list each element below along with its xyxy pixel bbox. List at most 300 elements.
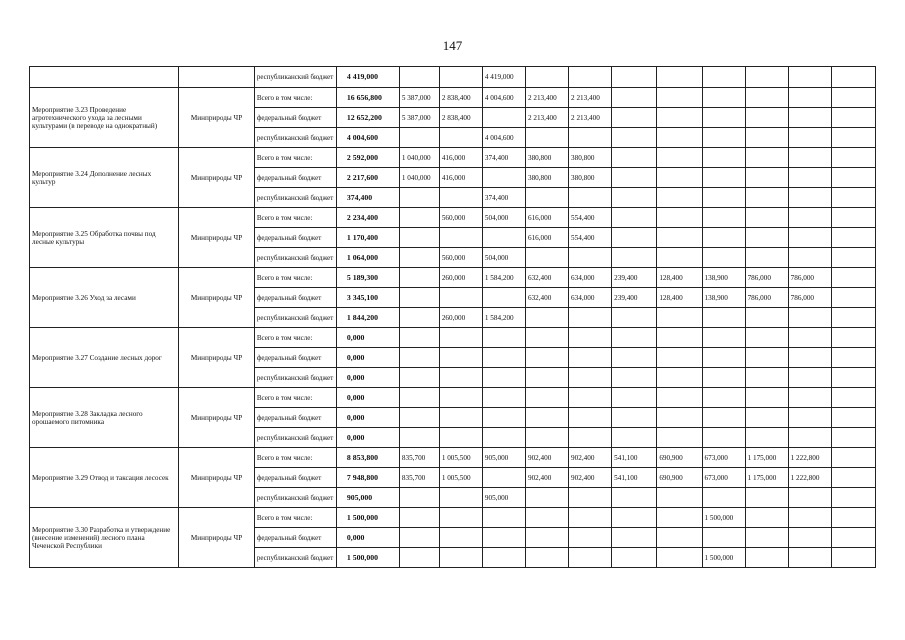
year-amount — [439, 528, 482, 548]
event-name: Мероприятие 3.26 Уход за лесами — [30, 268, 179, 328]
year-amount: 1 500,000 — [702, 548, 745, 568]
year-amount — [612, 528, 657, 548]
year-amount — [745, 388, 788, 408]
year-amount — [482, 428, 525, 448]
year-amount — [831, 448, 875, 468]
total-amount: 1 844,200 — [336, 308, 399, 328]
year-amount — [569, 248, 612, 268]
year-amount — [831, 208, 875, 228]
year-amount: 1 500,000 — [702, 508, 745, 528]
year-amount — [745, 328, 788, 348]
funding-source: республиканский бюджет — [254, 128, 336, 148]
year-amount — [831, 228, 875, 248]
year-amount — [612, 108, 657, 128]
year-amount — [482, 408, 525, 428]
year-amount — [657, 188, 702, 208]
year-amount — [399, 368, 439, 388]
funding-source: Всего в том числе: — [254, 148, 336, 168]
year-amount — [399, 308, 439, 328]
year-amount — [788, 108, 831, 128]
funding-source: республиканский бюджет — [254, 188, 336, 208]
year-amount — [788, 67, 831, 88]
year-amount — [525, 548, 568, 568]
year-amount — [439, 368, 482, 388]
year-amount — [399, 508, 439, 528]
event-name: Мероприятие 3.25 Обработка почвы под лесные культуры — [30, 208, 179, 268]
table-row — [30, 268, 876, 288]
total-amount: 2 234,400 — [336, 208, 399, 228]
year-amount — [745, 248, 788, 268]
year-amount — [788, 88, 831, 108]
year-amount — [702, 408, 745, 428]
year-amount — [525, 408, 568, 428]
year-amount — [788, 128, 831, 148]
funding-source: Всего в том числе: — [254, 448, 336, 468]
year-amount: 673,000 — [702, 448, 745, 468]
total-amount: 2 217,600 — [336, 168, 399, 188]
year-amount: 4 004,600 — [482, 128, 525, 148]
total-amount: 7 948,800 — [336, 468, 399, 488]
year-amount: 786,000 — [788, 268, 831, 288]
total-amount: 374,400 — [336, 188, 399, 208]
year-amount — [831, 108, 875, 128]
year-amount — [831, 468, 875, 488]
year-amount — [399, 208, 439, 228]
year-amount — [657, 388, 702, 408]
event-name: Мероприятие 3.28 Закладка лесного орошаемого питомника — [30, 388, 179, 448]
year-amount: 634,000 — [569, 288, 612, 308]
responsible-org: Минприроды ЧР — [179, 448, 255, 508]
year-amount — [399, 268, 439, 288]
table-row — [30, 508, 876, 528]
year-amount: 128,400 — [657, 288, 702, 308]
year-amount — [482, 348, 525, 368]
year-amount: 5 387,000 — [399, 88, 439, 108]
year-amount — [439, 67, 482, 88]
year-amount — [745, 188, 788, 208]
year-amount — [569, 548, 612, 568]
year-amount — [439, 508, 482, 528]
funding-source: федеральный бюджет — [254, 528, 336, 548]
year-amount — [745, 508, 788, 528]
year-amount — [831, 488, 875, 508]
year-amount — [831, 288, 875, 308]
year-amount: 560,000 — [439, 208, 482, 228]
year-amount: 5 387,000 — [399, 108, 439, 128]
year-amount — [702, 228, 745, 248]
funding-source: федеральный бюджет — [254, 168, 336, 188]
year-amount — [831, 88, 875, 108]
year-amount: 1 040,000 — [399, 168, 439, 188]
year-amount — [612, 368, 657, 388]
total-amount: 2 592,000 — [336, 148, 399, 168]
year-amount — [745, 108, 788, 128]
year-amount — [657, 408, 702, 428]
year-amount — [439, 328, 482, 348]
year-amount — [657, 528, 702, 548]
funding-source: республиканский бюджет — [254, 488, 336, 508]
year-amount — [657, 108, 702, 128]
table-row — [30, 388, 876, 408]
year-amount: 690,900 — [657, 448, 702, 468]
year-amount — [612, 388, 657, 408]
year-amount: 1 005,500 — [439, 468, 482, 488]
year-amount: 380,800 — [569, 148, 612, 168]
year-amount: 554,400 — [569, 228, 612, 248]
year-amount — [831, 368, 875, 388]
total-amount: 0,000 — [336, 368, 399, 388]
year-amount — [525, 308, 568, 328]
table-row — [30, 67, 876, 88]
year-amount — [399, 228, 439, 248]
year-amount — [399, 528, 439, 548]
year-amount — [569, 368, 612, 388]
year-amount — [482, 528, 525, 548]
year-amount: 504,000 — [482, 208, 525, 228]
year-amount: 380,800 — [525, 168, 568, 188]
year-amount — [788, 228, 831, 248]
year-amount — [399, 128, 439, 148]
responsible-org: Минприроды ЧР — [179, 88, 255, 148]
year-amount — [657, 428, 702, 448]
year-amount — [612, 208, 657, 228]
year-amount: 673,000 — [702, 468, 745, 488]
year-amount: 2 213,400 — [569, 108, 612, 128]
total-amount: 0,000 — [336, 528, 399, 548]
year-amount — [569, 528, 612, 548]
year-amount — [399, 548, 439, 568]
year-amount — [702, 108, 745, 128]
year-amount: 1 584,200 — [482, 268, 525, 288]
year-amount — [657, 248, 702, 268]
year-amount: 902,400 — [569, 448, 612, 468]
year-amount — [745, 408, 788, 428]
year-amount — [612, 548, 657, 568]
year-amount — [702, 388, 745, 408]
year-amount — [569, 428, 612, 448]
funding-source: республиканский бюджет — [254, 548, 336, 568]
page-number: 147 — [442, 38, 463, 53]
year-amount — [702, 188, 745, 208]
year-amount: 2 838,400 — [439, 108, 482, 128]
year-amount — [569, 348, 612, 368]
responsible-org: Минприроды ЧР — [179, 388, 255, 448]
year-amount — [569, 508, 612, 528]
year-amount — [569, 388, 612, 408]
funding-source: республиканский бюджет — [254, 428, 336, 448]
year-amount — [788, 308, 831, 328]
year-amount — [745, 348, 788, 368]
year-amount — [702, 208, 745, 228]
responsible-org — [179, 67, 255, 88]
responsible-org: Минприроды ЧР — [179, 328, 255, 388]
year-amount — [525, 508, 568, 528]
year-amount: 1 175,000 — [745, 448, 788, 468]
year-amount — [525, 488, 568, 508]
year-amount — [439, 228, 482, 248]
year-amount: 634,000 — [569, 268, 612, 288]
year-amount: 138,900 — [702, 288, 745, 308]
year-amount: 239,400 — [612, 288, 657, 308]
year-amount: 786,000 — [788, 288, 831, 308]
total-amount: 12 652,200 — [336, 108, 399, 128]
year-amount — [439, 188, 482, 208]
table-row — [30, 208, 876, 228]
year-amount — [657, 148, 702, 168]
year-amount — [439, 488, 482, 508]
event-name: Мероприятие 3.24 Дополнение лесных культур — [30, 148, 179, 208]
year-amount — [569, 408, 612, 428]
year-amount — [831, 348, 875, 368]
year-amount: 260,000 — [439, 268, 482, 288]
year-amount — [745, 88, 788, 108]
event-name: Мероприятие 3.29 Отвод и таксация лесосек — [30, 448, 179, 508]
year-amount — [745, 528, 788, 548]
year-amount — [525, 248, 568, 268]
year-amount — [745, 208, 788, 228]
year-amount: 138,900 — [702, 268, 745, 288]
year-amount — [399, 188, 439, 208]
year-amount: 4 419,000 — [482, 67, 525, 88]
year-amount: 902,400 — [525, 448, 568, 468]
year-amount — [745, 428, 788, 448]
total-amount: 905,000 — [336, 488, 399, 508]
year-amount — [788, 148, 831, 168]
year-amount: 632,400 — [525, 288, 568, 308]
year-amount — [612, 67, 657, 88]
year-amount — [612, 328, 657, 348]
funding-source: республиканский бюджет — [254, 248, 336, 268]
funding-source: республиканский бюджет — [254, 67, 336, 88]
year-amount — [831, 328, 875, 348]
responsible-org: Минприроды ЧР — [179, 208, 255, 268]
year-amount — [657, 67, 702, 88]
year-amount — [788, 488, 831, 508]
year-amount — [399, 328, 439, 348]
total-amount: 1 500,000 — [336, 548, 399, 568]
year-amount: 374,400 — [482, 188, 525, 208]
year-amount: 239,400 — [612, 268, 657, 288]
year-amount — [788, 188, 831, 208]
year-amount — [831, 67, 875, 88]
year-amount — [399, 408, 439, 428]
year-amount: 416,000 — [439, 148, 482, 168]
year-amount — [745, 168, 788, 188]
table-row — [30, 448, 876, 468]
year-amount — [439, 348, 482, 368]
year-amount — [525, 528, 568, 548]
year-amount — [482, 288, 525, 308]
year-amount — [612, 348, 657, 368]
year-amount — [788, 168, 831, 188]
year-amount — [612, 228, 657, 248]
year-amount — [482, 368, 525, 388]
year-amount: 632,400 — [525, 268, 568, 288]
year-amount — [482, 228, 525, 248]
event-name — [30, 67, 179, 88]
funding-source: республиканский бюджет — [254, 368, 336, 388]
year-amount: 560,000 — [439, 248, 482, 268]
year-amount — [831, 528, 875, 548]
year-amount — [702, 248, 745, 268]
year-amount — [831, 188, 875, 208]
year-amount: 616,000 — [525, 208, 568, 228]
year-amount — [831, 268, 875, 288]
funding-source: республиканский бюджет — [254, 308, 336, 328]
funding-source: федеральный бюджет — [254, 468, 336, 488]
event-name: Мероприятие 3.23 Проведение агротехнического ухода за лесными культурами (в переводе на однократный) — [30, 88, 179, 148]
year-amount — [525, 388, 568, 408]
total-amount: 4 419,000 — [336, 67, 399, 88]
year-amount: 905,000 — [482, 448, 525, 468]
year-amount — [745, 308, 788, 328]
year-amount — [399, 428, 439, 448]
year-amount — [657, 308, 702, 328]
year-amount — [831, 168, 875, 188]
year-amount — [439, 428, 482, 448]
year-amount — [657, 368, 702, 388]
year-amount — [657, 508, 702, 528]
year-amount — [525, 428, 568, 448]
year-amount — [439, 548, 482, 568]
year-amount — [788, 408, 831, 428]
event-name: Мероприятие 3.30 Разработка и утверждение (внесение изменений) лесного плана Чеченской Республики — [30, 508, 179, 568]
funding-source: федеральный бюджет — [254, 288, 336, 308]
total-amount: 4 004,600 — [336, 128, 399, 148]
table-row — [30, 88, 876, 108]
year-amount — [657, 128, 702, 148]
total-amount: 0,000 — [336, 428, 399, 448]
year-amount: 260,000 — [439, 308, 482, 328]
year-amount — [482, 328, 525, 348]
year-amount — [745, 368, 788, 388]
year-amount — [831, 308, 875, 328]
year-amount — [702, 368, 745, 388]
funding-source: федеральный бюджет — [254, 228, 336, 248]
year-amount — [831, 128, 875, 148]
funding-source: федеральный бюджет — [254, 348, 336, 368]
year-amount — [702, 308, 745, 328]
year-amount: 1 222,800 — [788, 468, 831, 488]
year-amount: 2 838,400 — [439, 88, 482, 108]
year-amount — [569, 328, 612, 348]
year-amount: 380,800 — [569, 168, 612, 188]
total-amount: 0,000 — [336, 348, 399, 368]
year-amount — [702, 488, 745, 508]
year-amount — [831, 428, 875, 448]
year-amount — [788, 348, 831, 368]
funding-source: Всего в том числе: — [254, 388, 336, 408]
year-amount — [788, 368, 831, 388]
funding-source: федеральный бюджет — [254, 108, 336, 128]
year-amount — [702, 528, 745, 548]
year-amount — [702, 348, 745, 368]
year-amount: 2 213,400 — [525, 108, 568, 128]
year-amount — [831, 548, 875, 568]
year-amount — [612, 188, 657, 208]
funding-source: Всего в том числе: — [254, 268, 336, 288]
year-amount: 902,400 — [525, 468, 568, 488]
responsible-org: Минприроды ЧР — [179, 268, 255, 328]
table-body — [30, 67, 876, 568]
year-amount — [745, 128, 788, 148]
year-amount — [439, 128, 482, 148]
year-amount: 786,000 — [745, 268, 788, 288]
year-amount — [788, 328, 831, 348]
year-amount — [657, 348, 702, 368]
year-amount — [612, 168, 657, 188]
year-amount — [612, 88, 657, 108]
year-amount — [657, 88, 702, 108]
year-amount: 128,400 — [657, 268, 702, 288]
total-amount: 0,000 — [336, 408, 399, 428]
year-amount — [525, 328, 568, 348]
year-amount — [657, 328, 702, 348]
year-amount: 541,100 — [612, 448, 657, 468]
total-amount: 3 345,100 — [336, 288, 399, 308]
year-amount — [482, 388, 525, 408]
year-amount — [702, 428, 745, 448]
year-amount — [831, 408, 875, 428]
year-amount: 380,800 — [525, 148, 568, 168]
year-amount — [439, 288, 482, 308]
year-amount — [439, 388, 482, 408]
total-amount: 5 189,300 — [336, 268, 399, 288]
year-amount: 1 005,500 — [439, 448, 482, 468]
year-amount — [482, 168, 525, 188]
year-amount — [702, 168, 745, 188]
year-amount — [657, 208, 702, 228]
year-amount: 905,000 — [482, 488, 525, 508]
year-amount — [657, 548, 702, 568]
year-amount — [612, 428, 657, 448]
year-amount — [788, 508, 831, 528]
year-amount — [831, 248, 875, 268]
year-amount — [702, 67, 745, 88]
year-amount — [788, 388, 831, 408]
year-amount — [399, 67, 439, 88]
funding-source: Всего в том числе: — [254, 508, 336, 528]
year-amount — [482, 468, 525, 488]
year-amount — [569, 488, 612, 508]
event-name: Мероприятие 3.27 Создание лесных дорог — [30, 328, 179, 388]
year-amount: 2 213,400 — [525, 88, 568, 108]
responsible-org: Минприроды ЧР — [179, 508, 255, 568]
year-amount — [788, 428, 831, 448]
year-amount — [745, 148, 788, 168]
year-amount — [525, 128, 568, 148]
year-amount — [702, 88, 745, 108]
total-amount: 1 170,400 — [336, 228, 399, 248]
year-amount — [657, 168, 702, 188]
year-amount — [788, 528, 831, 548]
responsible-org: Минприроды ЧР — [179, 148, 255, 208]
year-amount — [745, 548, 788, 568]
year-amount: 4 004,600 — [482, 88, 525, 108]
year-amount — [525, 368, 568, 388]
year-amount — [702, 148, 745, 168]
year-amount — [788, 208, 831, 228]
year-amount — [745, 67, 788, 88]
year-amount — [612, 508, 657, 528]
year-amount — [569, 188, 612, 208]
year-amount — [399, 488, 439, 508]
year-amount — [482, 508, 525, 528]
year-amount — [702, 128, 745, 148]
year-amount: 690,900 — [657, 468, 702, 488]
table-row — [30, 148, 876, 168]
year-amount — [525, 188, 568, 208]
